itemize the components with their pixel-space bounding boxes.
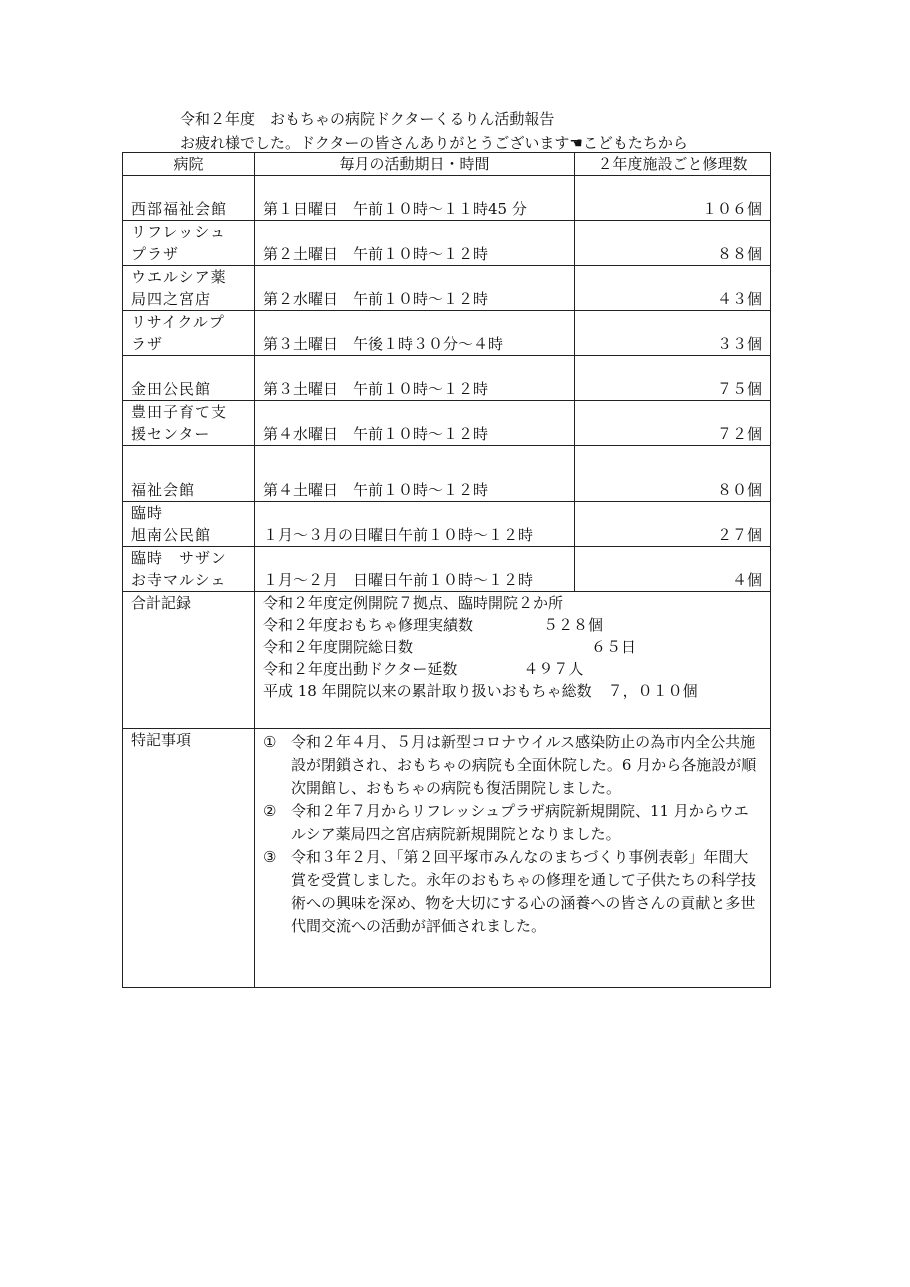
total-line-value: ５２８個	[543, 616, 604, 634]
facility-name-line: 金田公民館	[131, 380, 212, 398]
total-summary-cell	[255, 592, 771, 729]
table-header-row	[123, 153, 771, 176]
facility-cell	[123, 547, 255, 592]
facility-cell	[123, 176, 255, 221]
notes-row	[123, 729, 771, 988]
schedule-cell: 第２水曜日 午前１０時～１２時	[255, 266, 575, 311]
notes-label: 特記事項	[123, 729, 255, 988]
facility-cell	[123, 311, 255, 356]
table-row	[123, 266, 771, 311]
schedule-cell: １月～２月 日曜日午前１０時～１２時	[255, 547, 575, 592]
schedule-cell: 第１日曜日 午前１０時～１１時45 分	[255, 176, 575, 221]
note-text: 令和３年２月、「第２回平塚市みんなのまちづくり事例表彰」年間大賞を受賞しました。永年のおもちゃの修理を通して子供たちの科学技術への興味を深め、物を大切にする心の涵養への皆さんの貢献と多世代間交流への活動が評価されました。	[291, 848, 757, 935]
note-number: ①	[263, 733, 277, 751]
header-schedule: 毎月の活動期日・時間	[255, 153, 575, 176]
notes-list	[263, 731, 762, 938]
facility-name-line: 臨時 サザン	[131, 549, 227, 567]
table-row	[123, 176, 771, 221]
facility-cell	[123, 502, 255, 547]
repair-count-cell: ７２個	[575, 401, 771, 446]
table-row	[123, 446, 771, 502]
note-number: ②	[263, 802, 277, 820]
facility-name-line: 臨時	[131, 504, 164, 522]
schedule-cell: 第２土曜日 午前１０時～１２時	[255, 221, 575, 266]
facility-name-line	[131, 176, 246, 198]
facility-cell	[123, 266, 255, 311]
repair-count-cell: ７５個	[575, 356, 771, 401]
total-label: 合計記録	[123, 592, 255, 729]
table-row	[123, 401, 771, 446]
total-line-text: 令和２年度定例開院７拠点、臨時開院２か所	[263, 594, 564, 612]
report-subtitle: お疲れ様でした。ドクターの皆さんありがとうございます☚こどもたちから	[180, 134, 688, 152]
total-line-text: 平成 18 年開院以来の累計取り扱いおもちゃ総数	[263, 682, 592, 700]
facility-name-line: 福祉会館	[131, 481, 196, 499]
table-row	[123, 311, 771, 356]
total-line	[263, 636, 762, 658]
total-line-text: 令和２年度開院総日数	[263, 638, 414, 656]
header-repair-count: ２年度施設ごと修理数	[575, 153, 771, 176]
total-line-text: 令和２年度おもちゃ修理実績数	[263, 616, 474, 634]
facility-cell	[123, 446, 255, 502]
table-row	[123, 356, 771, 401]
facility-name-line: 豊田子育て支	[131, 403, 228, 421]
facility-name-line: 旭南公民館	[131, 526, 212, 544]
note-item	[263, 731, 762, 800]
facility-name-line: プラザ	[131, 245, 180, 263]
repair-count-cell: ２７個	[575, 502, 771, 547]
repair-count-cell: ４３個	[575, 266, 771, 311]
facility-name-line: リサイクルプ	[131, 313, 225, 331]
activity-table	[122, 152, 771, 988]
facility-name-line: リフレッシュ	[131, 223, 226, 241]
repair-count-cell: ３３個	[575, 311, 771, 356]
repair-count-cell: ８８個	[575, 221, 771, 266]
facility-name-line: 局四之宮店	[131, 290, 212, 308]
repair-count-cell: １０６個	[575, 176, 771, 221]
facility-name-line: ラザ	[131, 335, 164, 353]
facility-name-line: 西部福祉会館	[131, 200, 228, 218]
repair-count-cell: ８０個	[575, 446, 771, 502]
table-row	[123, 547, 771, 592]
facility-name-line: お寺マルシェ	[131, 571, 227, 589]
total-line	[263, 614, 762, 636]
facility-cell	[123, 221, 255, 266]
schedule-cell: １月～３月の日曜日午前１０時～１２時	[255, 502, 575, 547]
total-line	[263, 592, 762, 614]
repair-count-cell: ４個	[575, 547, 771, 592]
schedule-cell: 第４土曜日 午前１０時～１２時	[255, 446, 575, 502]
header-hospital: 病院	[123, 153, 255, 176]
total-line	[263, 680, 762, 702]
note-text: 令和２年４月、５月は新型コロナウイルス感染防止の為市内全公共施設が閉鎖され、おもちゃの病院も全面休院した。6 月から各施設が順次開館し、おもちゃの病院も復活開院しました。	[291, 733, 757, 797]
facility-cell	[123, 401, 255, 446]
total-row	[123, 592, 771, 729]
schedule-cell: 第４水曜日 午前１０時～１２時	[255, 401, 575, 446]
facility-name-line: 援センター	[131, 425, 211, 443]
facility-name-line	[131, 356, 246, 378]
total-line	[263, 658, 762, 680]
facility-name-line	[131, 457, 246, 479]
report-title: 令和２年度 おもちゃの病院ドクターくるりん活動報告	[180, 110, 555, 128]
total-line-value: ７，０１０個	[607, 682, 698, 700]
table-row	[123, 221, 771, 266]
note-number: ③	[263, 848, 277, 866]
schedule-cell: 第３土曜日 午後１時３０分～４時	[255, 311, 575, 356]
note-text: 令和２年７月からリフレッシュプラザ病院新規開院、11 月からウエルシア薬局四之宮店病院新規開院となりました。	[291, 802, 749, 843]
table-body	[123, 176, 771, 988]
total-line-value: ６５日	[591, 638, 637, 656]
note-item	[263, 800, 762, 846]
table-row	[123, 502, 771, 547]
notes-cell	[255, 729, 771, 988]
facility-cell	[123, 356, 255, 401]
facility-name-line: ウエルシア薬	[131, 268, 227, 286]
schedule-cell: 第３土曜日 午前１０時～１２時	[255, 356, 575, 401]
note-item	[263, 846, 762, 938]
total-line-value: ４９７人	[523, 660, 584, 678]
total-line-text: 令和２年度出動ドクター延数	[263, 660, 458, 678]
